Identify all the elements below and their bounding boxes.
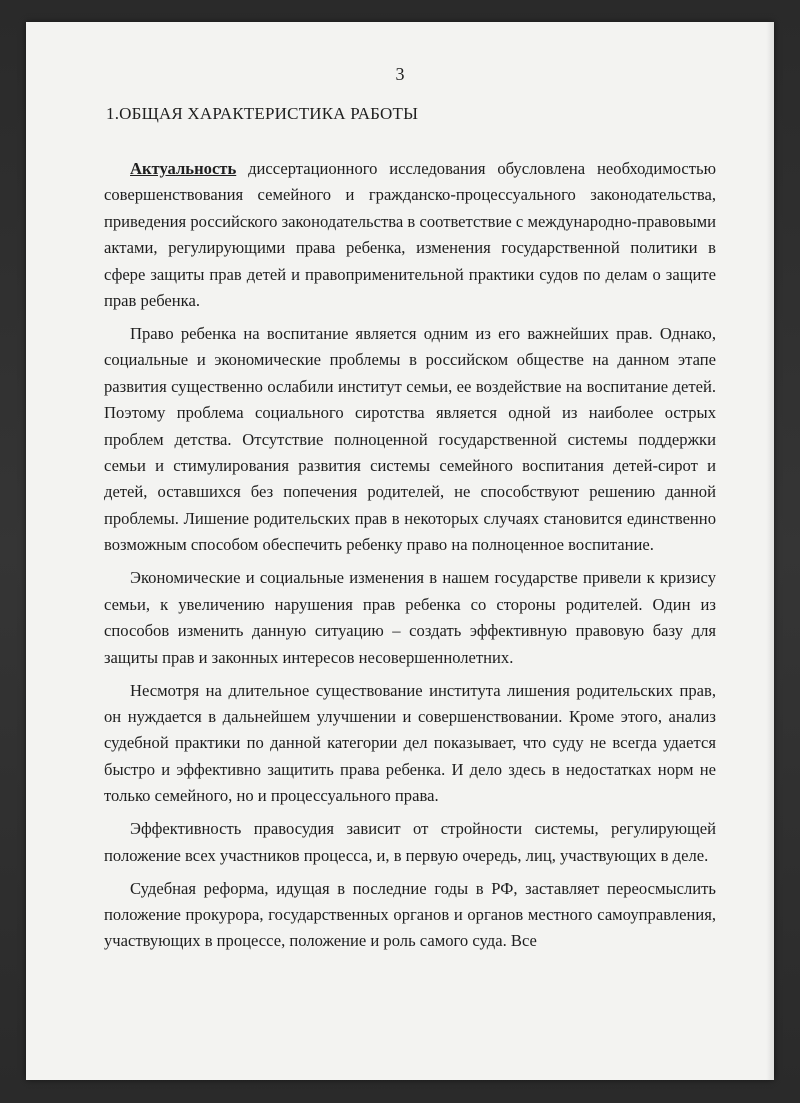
page-number: 3 — [395, 64, 405, 84]
document-page — [26, 22, 774, 1080]
paragraph: Экономические и социальные изменения в нашем государстве привели к кризису семьи, к увеличению нарушения прав ребенка со стороны родителей. Один из способов изменить данную ситуацию – создать эффективную правовую базу для защиты прав и законных интересов несовершеннолетних. — [104, 568, 716, 667]
paragraph: Несмотря на длительное существование института лишения родительских прав, он нуждается в дальнейшем улучшении и совершенствовании. Кроме этого, анализ судебной практики по данной категории дел показывает, что суду не всегда удается быстро и эффективно защитить права ребенка. И дело здесь в недостатках норм не только семейного, но и процессуального права. — [104, 680, 716, 806]
paragraph-relevance — [104, 156, 716, 314]
paragraph-text: диссертационного исследования обусловлена необходимостью совершенствования семейного и гражданско-процессуального законодательства, приведения российского законодательства в соответствие с международно-правовыми актами, регулирующими права ребенка, изменения государственной политики в сфере защиты прав детей и правоприменительной практики судов по делам о защите прав ребенка. — [104, 159, 716, 311]
paragraph: Эффективность правосудия зависит от стройности системы, регулирующей положение всех участников процесса, и, в первую очередь, лиц, участвующих в деле. — [104, 819, 716, 865]
lead-term: Актуальность — [130, 159, 237, 178]
paragraph: Судебная реформа, идущая в последние годы в РФ, заставляет переосмыслить положение прокурора, государственных органов и органов местного самоуправления, участвующих в процессе, положение и роль самого суда. Все — [104, 878, 716, 951]
section-heading: 1.ОБЩАЯ ХАРАКТЕРИСТИКА РАБОТЫ — [106, 104, 419, 123]
paragraph: Право ребенка на воспитание является одним из его важнейших прав. Однако, социальные и экономические проблемы в российском обществе на данном этапе развития существенно ослабили институт семьи, ее воздействие на воспитание детей. Поэтому проблема социального сиротства является одной из наиболее острых проблем детства. Отсутствие полноценной государственной системы поддержки семьи и стимулирования развития системы семейного воспитания детей-сирот и детей, оставшихся без попечения родителей, не способствуют решению данной проблемы. Лишение родительских прав в некоторых случаях становится единственно возможным способом обеспечить ребенку право на полноценное воспитание. — [104, 324, 716, 555]
page-edge-shadow — [766, 22, 774, 1080]
document-body — [104, 156, 716, 961]
